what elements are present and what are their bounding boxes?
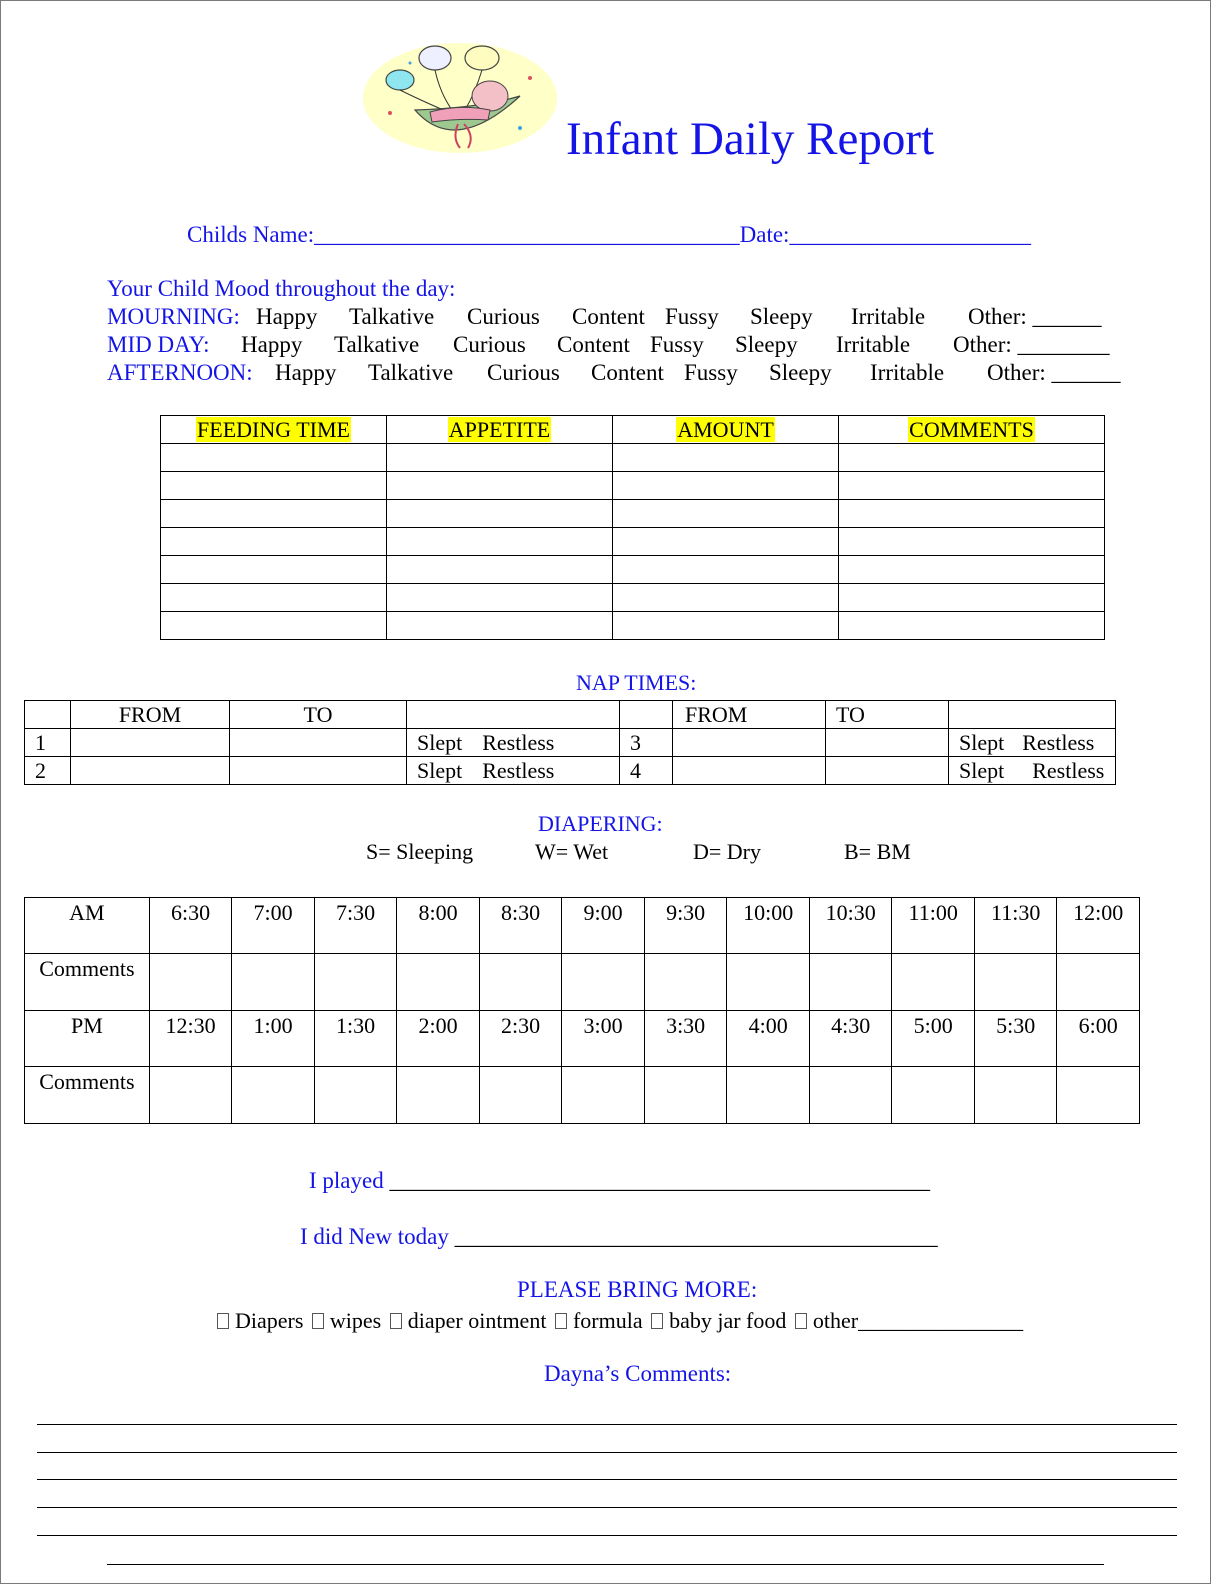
feeding-cell[interactable] [161,472,387,500]
diaper-time-cell[interactable]: 8:30 [479,898,562,954]
mood-option[interactable]: Irritable [851,304,926,329]
mood-option[interactable]: Happy [256,304,318,329]
mood-option[interactable]: Curious [467,304,540,329]
diaper-comment-cell[interactable] [479,1067,562,1124]
feeding-cell[interactable] [613,472,839,500]
feeding-cell[interactable] [387,584,613,612]
mood-option[interactable]: Fussy [650,332,704,357]
bring-item-label: diaper ointment [407,1308,547,1333]
diapering-title: DIAPERING: [538,811,663,836]
feeding-cell[interactable] [613,612,839,640]
date-label: Date: [739,222,790,247]
name-date-line [187,222,1031,248]
feeding-cell[interactable] [613,528,839,556]
feeding-cell[interactable] [613,500,839,528]
mood-option[interactable]: Curious [487,360,560,385]
name-blank[interactable]: _____________________________________ [314,222,740,247]
nap-row: 1 Slept Restless 3 Slept Restless [25,729,1116,757]
diaper-time-cell[interactable]: 12:30 [149,1011,232,1067]
bring-item-label: formula [572,1308,643,1333]
diaper-comment-cell[interactable] [232,954,315,1011]
feeding-cell[interactable] [387,500,613,528]
restless-option: Restless [1022,730,1095,755]
slept-option: Slept [417,730,463,755]
diaper-comment-cell[interactable] [232,1067,315,1124]
diaper-time-cell[interactable]: 10:00 [727,898,810,954]
diaper-time-cell[interactable]: 11:00 [892,898,975,954]
diaper-comment-cell[interactable] [644,1067,727,1124]
bring-items [214,1308,1023,1334]
name-label: Childs Name: [187,222,315,247]
slept-option: Slept [417,758,463,783]
new-today-label: I did New today [300,1224,449,1249]
feeding-row [161,500,1105,528]
diaper-time-row [25,898,1140,954]
mood-heading: Your Child Mood throughout the day: [107,276,456,301]
new-today-blank[interactable]: __________________________________________ [454,1224,938,1249]
diaper-time-cell[interactable]: 6:00 [1057,1011,1140,1067]
comment-line[interactable] [37,1424,1177,1425]
diaper-period-label: PM [25,1011,150,1067]
diaper-period-label: AM [25,898,150,954]
nap-from-header-2: FROM [673,701,826,729]
diaper-time-cell[interactable]: 1:30 [314,1011,397,1067]
mood-option[interactable]: Curious [453,332,526,357]
nap-times-title: NAP TIMES: [576,670,697,695]
mood-option[interactable]: Happy [241,332,303,357]
mood-option[interactable]: Talkative [349,304,435,329]
feeding-cell[interactable] [387,556,613,584]
diaper-time-cell[interactable]: 4:00 [727,1011,810,1067]
feeding-cell[interactable] [839,444,1105,472]
mood-option[interactable]: Talkative [368,360,454,385]
diaper-comments-label: Comments [25,954,150,1011]
appetite-header: APPETITE [387,416,613,444]
diaper-time-cell[interactable]: 7:00 [232,898,315,954]
diaper-comment-cell[interactable] [1057,954,1140,1011]
date-blank[interactable]: _____________________ [789,222,1031,247]
feeding-row [161,528,1105,556]
comment-line[interactable] [37,1507,1177,1508]
feeding-cell[interactable] [613,556,839,584]
mood-row-label: AFTERNOON: [107,360,253,385]
mood-other-field[interactable]: Other: ______ [987,360,1121,385]
diaper-comment-cell[interactable] [397,1067,480,1124]
diaper-comment-cell[interactable] [892,1067,975,1124]
feeding-cell[interactable] [839,584,1105,612]
diaper-time-cell[interactable]: 1:00 [232,1011,315,1067]
comment-line[interactable] [37,1535,1177,1536]
feeding-cell[interactable] [839,472,1105,500]
feeding-row [161,556,1105,584]
played-blank[interactable]: _______________________________________________ [389,1168,930,1193]
diaper-comment-cell[interactable] [149,1067,232,1124]
checkbox[interactable] [555,1313,567,1329]
diaper-comments-row [25,1067,1140,1124]
diaper-legend-sleeping: S= Sleeping [366,839,474,864]
diaper-time-cell[interactable]: 10:30 [809,898,892,954]
diaper-comment-cell[interactable] [479,954,562,1011]
bring-item-label: other_______________ [812,1308,1024,1333]
mood-option[interactable]: Content [591,360,664,385]
feeding-cell[interactable] [161,500,387,528]
diaper-comment-cell[interactable] [892,954,975,1011]
mood-option[interactable]: Sleepy [750,304,813,329]
mood-option[interactable]: Happy [275,360,337,385]
feeding-cell[interactable] [839,500,1105,528]
feeding-row [161,584,1105,612]
checkbox[interactable] [651,1313,663,1329]
diaper-comment-cell[interactable] [314,1067,397,1124]
bring-item-label: wipes [329,1308,382,1333]
please-bring-title: PLEASE BRING MORE: [517,1277,758,1302]
mood-option[interactable]: Irritable [836,332,911,357]
feeding-cell[interactable] [387,528,613,556]
feeding-cell[interactable] [613,584,839,612]
diaper-time-cell[interactable]: 2:30 [479,1011,562,1067]
nap-from-header: FROM [71,701,230,729]
diaper-time-cell[interactable]: 5:00 [892,1011,975,1067]
mood-option[interactable]: Fussy [684,360,738,385]
diaper-comment-cell[interactable] [644,954,727,1011]
feeding-cell[interactable] [161,444,387,472]
diaper-time-cell[interactable]: 9:00 [562,898,645,954]
feeding-cell[interactable] [839,556,1105,584]
diaper-time-cell[interactable]: 9:30 [644,898,727,954]
comments-header: COMMENTS [839,416,1105,444]
new-today-line[interactable] [300,1224,938,1250]
mood-option[interactable]: Irritable [870,360,945,385]
diaper-legend-bm: B= BM [844,839,911,864]
baby-balloons-clipart-icon [360,38,560,156]
feeding-row [161,444,1105,472]
mood-option[interactable]: Content [572,304,645,329]
diaper-comment-cell[interactable] [974,1067,1057,1124]
feeding-cell[interactable] [161,584,387,612]
checkbox[interactable] [312,1313,324,1329]
diaper-time-cell[interactable]: 11:30 [974,898,1057,954]
diaper-comment-cell[interactable] [1057,1067,1140,1124]
checkbox[interactable] [217,1313,229,1329]
bring-item-label: Diapers [235,1308,304,1333]
restless-option: Restless [482,730,555,755]
diaper-comments-row [25,954,1140,1011]
mood-row-label: MOURNING: [107,304,240,329]
mood-other-field[interactable]: Other: ______ [968,304,1102,329]
nap-row: 2 Slept Restless 4 Slept Restless [25,757,1116,785]
page-title: Infant Daily Report [566,113,935,165]
mood-other-field[interactable]: Other: ________ [953,332,1110,357]
played-label: I played [309,1168,384,1193]
diapering-table [24,897,1140,1124]
feeding-cell[interactable] [839,612,1105,640]
diaper-comment-cell[interactable] [562,954,645,1011]
mood-option[interactable]: Content [557,332,630,357]
diaper-legend-wet: W= Wet [535,839,609,864]
comment-line[interactable] [107,1564,1104,1565]
slept-option: Slept [959,758,1005,783]
diaper-time-row [25,1011,1140,1067]
diaper-time-cell[interactable]: 7:30 [314,898,397,954]
feeding-cell[interactable] [387,472,613,500]
feeding-row [161,612,1105,640]
feeding-cell[interactable] [161,528,387,556]
diaper-time-cell[interactable]: 3:00 [562,1011,645,1067]
diaper-time-cell[interactable]: 3:30 [644,1011,727,1067]
feeding-time-header: FEEDING TIME [161,416,387,444]
diaper-comment-cell[interactable] [149,954,232,1011]
diaper-time-cell[interactable]: 5:30 [974,1011,1057,1067]
slept-option: Slept [959,730,1005,755]
feeding-cell[interactable] [161,612,387,640]
feeding-row [161,472,1105,500]
mood-option[interactable]: Sleepy [735,332,798,357]
diaper-time-cell[interactable]: 4:30 [809,1011,892,1067]
mood-option[interactable]: Talkative [334,332,420,357]
checkbox[interactable] [390,1313,402,1329]
diaper-time-cell[interactable]: 2:00 [397,1011,480,1067]
bring-item-label: baby jar food [669,1308,787,1333]
checkbox[interactable] [795,1313,807,1329]
diaper-time-cell[interactable]: 6:30 [149,898,232,954]
feeding-table [160,415,1105,640]
nap-table [24,700,1116,785]
feeding-cell[interactable] [613,444,839,472]
diaper-comment-cell[interactable] [397,954,480,1011]
feeding-cell[interactable] [387,444,613,472]
diaper-comment-cell[interactable] [809,954,892,1011]
mood-option[interactable]: Fussy [665,304,719,329]
played-line[interactable] [309,1168,930,1194]
restless-option: Restless [482,758,555,783]
diaper-time-cell[interactable]: 12:00 [1057,898,1140,954]
amount-header: AMOUNT [613,416,839,444]
diaper-comment-cell[interactable] [562,1067,645,1124]
feeding-cell[interactable] [161,556,387,584]
nap-to-header-2: TO [826,701,949,729]
feeding-cell[interactable] [387,612,613,640]
comment-line[interactable] [37,1452,1177,1453]
feeding-cell[interactable] [839,528,1105,556]
diaper-comment-cell[interactable] [727,954,810,1011]
diaper-comment-cell[interactable] [809,1067,892,1124]
diaper-comment-cell[interactable] [314,954,397,1011]
mood-option[interactable]: Sleepy [769,360,832,385]
restless-option: Restless [1032,758,1105,783]
nap-to-header: TO [230,701,407,729]
diaper-legend-dry: D= Dry [693,839,762,864]
diaper-comment-cell[interactable] [727,1067,810,1124]
comment-line[interactable] [37,1479,1177,1480]
diaper-comments-label: Comments [25,1067,150,1124]
comments-title: Dayna’s Comments: [544,1361,732,1386]
mood-row-label: MID DAY: [107,332,210,357]
diaper-time-cell[interactable]: 8:00 [397,898,480,954]
diaper-comment-cell[interactable] [974,954,1057,1011]
